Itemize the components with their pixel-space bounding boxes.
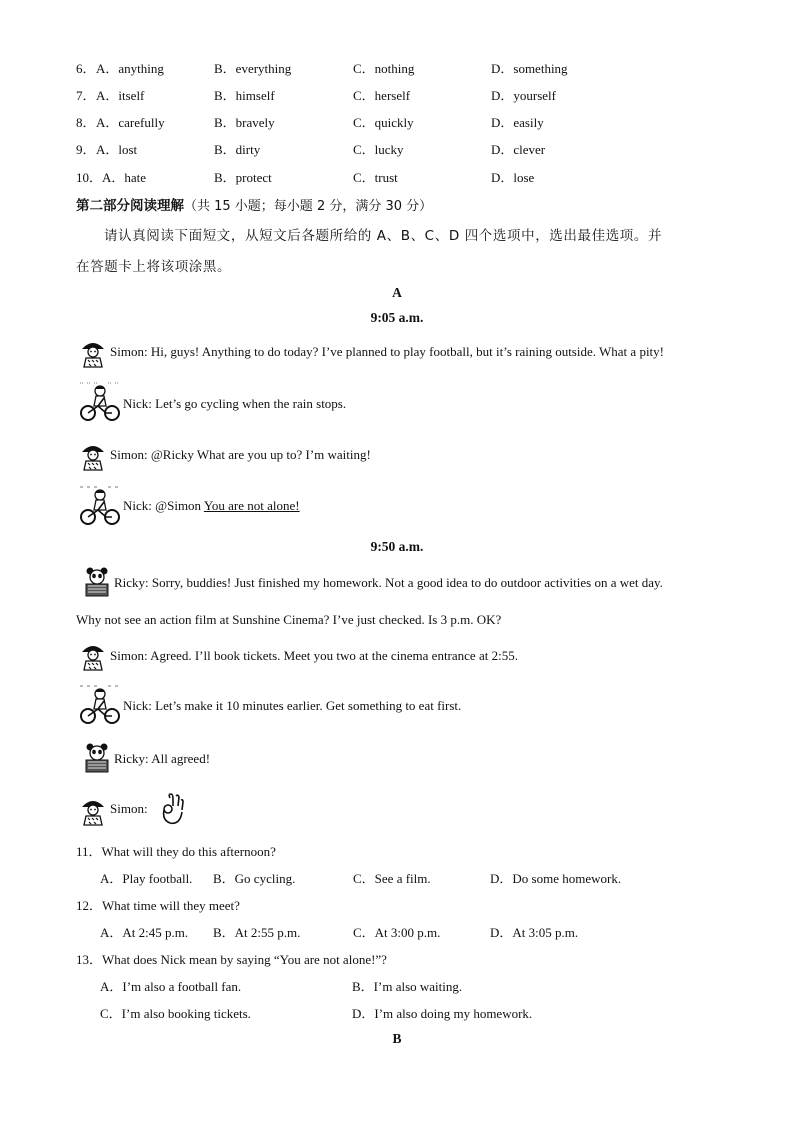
option-d: D．something <box>491 61 568 76</box>
option-a: A．anything <box>96 61 164 76</box>
cloze-option-row-9 <box>76 139 756 159</box>
option-a: A．I’m also a football fan. <box>100 979 242 994</box>
passage-label-a: A <box>392 285 402 300</box>
option-d: D．lose <box>491 170 535 185</box>
question-11-stem: 11．What will they do this afternoon? <box>76 844 276 859</box>
option-b: B．himself <box>214 88 275 103</box>
cyclist-avatar-icon <box>78 380 122 424</box>
question-11-options <box>76 868 756 888</box>
option-c: C．trust <box>353 170 398 185</box>
question-number: 8． <box>76 115 96 130</box>
option-a: A．Play football. <box>100 871 193 886</box>
chat-message-8: Ricky: All agreed! <box>114 751 211 766</box>
chat-message-3: Simon: @Ricky What are you up to? I’m waiting! <box>110 447 371 462</box>
cyclist-avatar-icon <box>78 484 122 528</box>
option-a: A．hate <box>102 170 147 185</box>
panda-reading-avatar-icon <box>82 742 112 774</box>
option-b: B．protect <box>214 170 272 185</box>
chat-message-5-line-1: Ricky: Sorry, buddies! Just finished my homework. Not a good idea to do outdoor activities on a wet day. <box>114 575 663 590</box>
chat-message-5-line-2: Why not see an action film at Sunshine Cinema? I’ve just checked. Is 3 p.m. OK? <box>76 612 502 627</box>
instruction-line-1: 请认真阅读下面短文，从短文后各题所给的 A、B、C、D 四个选项中，选出最佳选项。并 <box>104 228 663 244</box>
option-c: C．quickly <box>353 115 414 130</box>
chat-time-2: 9:50 a.m. <box>370 539 424 554</box>
boy-with-hat-avatar-icon <box>80 338 106 368</box>
boy-with-hat-avatar-icon <box>80 441 106 471</box>
boy-with-hat-avatar-icon <box>80 796 106 826</box>
ok-hand-gesture-icon <box>158 792 188 826</box>
option-b: B．dirty <box>214 142 261 157</box>
option-d: D．I’m also doing my homework. <box>352 1006 533 1021</box>
option-a: A．lost <box>96 142 138 157</box>
chat-message-4-prefix: Nick: @Simon <box>123 498 204 513</box>
question-12-options <box>76 922 756 942</box>
part2-note: （共 15 小题；每小题 2 分，满分 30 分） <box>184 199 433 214</box>
cloze-option-row-7 <box>76 85 756 105</box>
underlined-phrase: You are not alone! <box>203 498 300 513</box>
part2-title: 第二部分阅读理解 <box>76 198 184 214</box>
option-c: C．nothing <box>353 61 415 76</box>
question-number: 10． <box>76 170 103 185</box>
chat-message-2: Nick: Let’s go cycling when the rain stops. <box>123 396 347 411</box>
option-d: D．At 3:05 p.m. <box>490 925 579 940</box>
option-b: B．At 2:55 p.m. <box>213 925 301 940</box>
chat-message-4 <box>123 498 300 514</box>
chat-message-7: Nick: Let’s make it 10 minutes earlier. Get something to eat first. <box>123 698 462 713</box>
instruction-line-2: 在答题卡上将该项涂黑。 <box>76 259 232 275</box>
option-d: D．yourself <box>491 88 556 103</box>
part2-heading <box>76 194 432 214</box>
chat-message-1: Simon: Hi, guys! Anything to do today? I’ve planned to play football, but it’s raining outside. What a pity! <box>110 344 664 359</box>
option-b: B．Go cycling. <box>213 871 296 886</box>
option-d: D．Do some homework. <box>490 871 622 886</box>
panda-reading-avatar-icon <box>82 566 112 598</box>
question-13-options-row-2 <box>76 1003 756 1023</box>
cloze-option-row-8 <box>76 112 756 132</box>
option-d: D．easily <box>491 115 544 130</box>
cloze-option-row-6 <box>76 58 756 78</box>
question-number: 6． <box>76 61 96 76</box>
option-b: B．bravely <box>214 115 275 130</box>
option-d: D．clever <box>491 142 546 157</box>
question-12-stem: 12．What time will they meet? <box>76 898 240 913</box>
option-a: A．carefully <box>96 115 165 130</box>
cloze-option-row-10 <box>76 167 756 187</box>
passage-label-b: B <box>392 1031 402 1046</box>
option-a: A．itself <box>96 88 145 103</box>
option-c: C．I’m also booking tickets. <box>100 1006 251 1021</box>
question-13-options-row-1 <box>76 976 756 996</box>
boy-with-hat-avatar-icon <box>80 641 106 671</box>
option-b: B．I’m also waiting. <box>352 979 463 994</box>
question-13-stem: 13．What does Nick mean by saying “You are not alone!”? <box>76 952 387 967</box>
question-number: 7． <box>76 88 96 103</box>
option-b: B．everything <box>214 61 292 76</box>
option-c: C．At 3:00 p.m. <box>353 925 441 940</box>
option-c: C．lucky <box>353 142 404 157</box>
question-number: 9． <box>76 142 96 157</box>
chat-message-9: Simon: <box>110 801 148 816</box>
option-a: A．At 2:45 p.m. <box>100 925 189 940</box>
option-c: C．See a film. <box>353 871 431 886</box>
cyclist-avatar-icon <box>78 683 122 727</box>
chat-message-6: Simon: Agreed. I’ll book tickets. Meet you two at the cinema entrance at 2:55. <box>110 648 518 663</box>
chat-time-1: 9:05 a.m. <box>370 310 424 325</box>
option-c: C．herself <box>353 88 411 103</box>
